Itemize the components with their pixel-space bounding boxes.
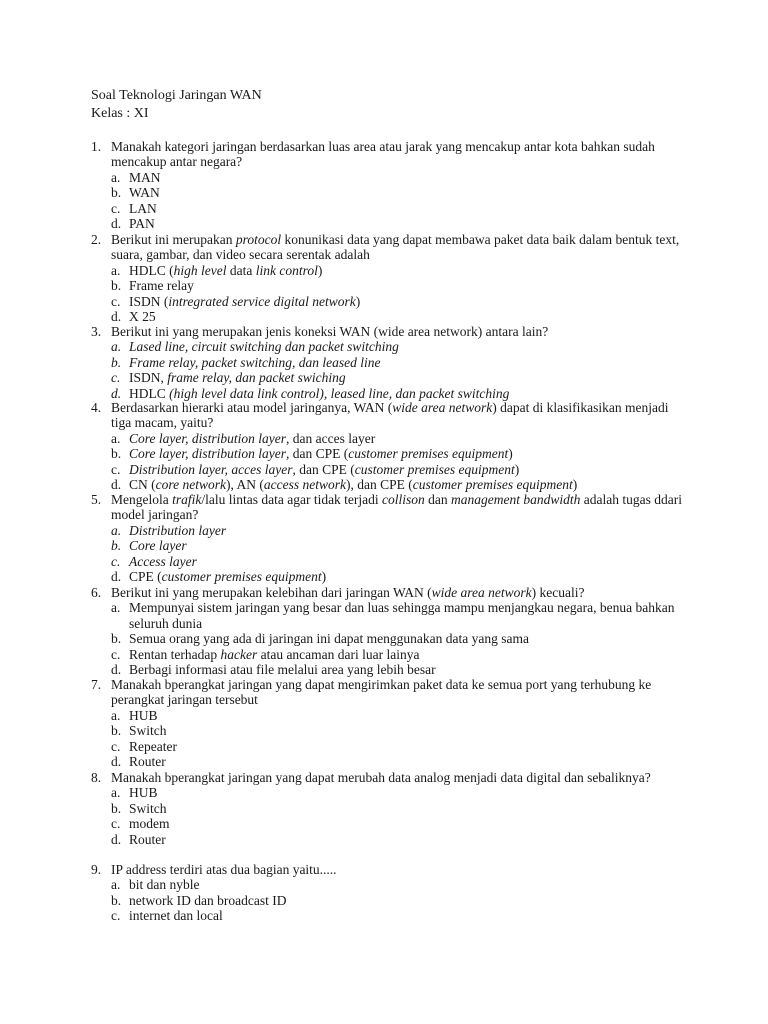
option-text: PAN xyxy=(129,216,155,232)
option-text: ) xyxy=(317,262,323,278)
question-5 xyxy=(91,492,691,584)
option-text: Rentan terhadap xyxy=(129,646,221,662)
option-text: Berbagi informasi atau file melalui area yang lebih besar xyxy=(129,662,436,678)
answer-option xyxy=(91,708,691,723)
question-text: adalah tugas ddari model jaringan? xyxy=(111,492,683,523)
question-number: 8. xyxy=(91,770,102,785)
question-3 xyxy=(91,324,691,401)
question-text-italic: collison xyxy=(382,492,425,507)
option-text-italic: Distribution layer, acces layer xyxy=(129,461,293,477)
question-text: Manakah bperangkat jaringan yang dapat mengirimkan paket data ke semua port yang terhubung ke perangkat jaringan tersebut xyxy=(111,677,652,708)
option-text-italic: customer premises equipment xyxy=(348,446,509,462)
question-text xyxy=(111,770,691,785)
question-8 xyxy=(91,770,691,847)
option-letter: a. xyxy=(111,339,122,355)
option-text: internet dan local xyxy=(129,908,223,924)
option-letter: d. xyxy=(111,754,122,770)
option-text: ) xyxy=(508,446,513,462)
option-text-italic: Core layer xyxy=(129,538,187,554)
question-number: 6. xyxy=(91,585,102,600)
answer-option xyxy=(91,462,691,477)
answer-option xyxy=(91,201,691,216)
question-text: Manakah kategori jaringan berdasarkan luas area atau jarak yang mencakup antar kota bahkan sudah mencakup antar negara? xyxy=(111,139,655,170)
question-number: 5. xyxy=(91,492,102,507)
option-text: modem xyxy=(129,816,170,832)
option-letter: c. xyxy=(111,370,121,386)
option-letter: c. xyxy=(111,646,121,662)
option-letter: d. xyxy=(111,662,122,678)
option-letter: c. xyxy=(111,293,121,309)
question-text xyxy=(111,492,691,523)
option-letter: c. xyxy=(111,816,121,832)
option-letter: d. xyxy=(111,831,122,847)
answer-option xyxy=(91,339,691,354)
question-number: 3. xyxy=(91,324,102,339)
answer-options xyxy=(91,431,691,493)
option-text-italic: Frame relay, packet switching, dan leased line xyxy=(129,354,381,370)
option-text: CPE ( xyxy=(129,569,162,585)
option-text: Frame relay xyxy=(129,278,194,294)
option-text: bit dan nyble xyxy=(129,877,200,893)
answer-option xyxy=(91,816,691,831)
answer-option xyxy=(91,523,691,538)
option-letter: a. xyxy=(111,707,121,723)
question-text xyxy=(111,139,691,170)
option-text: Repeater xyxy=(129,738,177,754)
option-text: WAN xyxy=(129,185,160,201)
option-letter: d. xyxy=(111,385,122,401)
option-text-italic: customer premises equipment xyxy=(161,569,322,585)
answer-option xyxy=(91,216,691,231)
option-text-italic: customer premises equipment xyxy=(354,461,515,477)
option-text: ), dan CPE ( xyxy=(345,477,413,493)
answer-options xyxy=(91,170,691,232)
question-text: konunikasi data yang dapat membawa paket data baik dalam bentuk text, suara, gambar, dan video secara serentak adalah xyxy=(111,232,680,263)
option-text: HUB xyxy=(129,785,158,801)
option-text-italic: intregrated service digital network xyxy=(168,293,356,309)
answer-option xyxy=(91,477,691,492)
question-text xyxy=(111,232,691,263)
option-text-italic: Core layer, distribution layer xyxy=(129,446,286,462)
option-letter: d. xyxy=(111,477,122,493)
option-text-italic: customer premises equipment xyxy=(412,477,573,493)
option-text: X 25 xyxy=(129,309,156,325)
option-text-italic: Distribution layer xyxy=(129,522,227,538)
answer-option xyxy=(91,569,691,584)
answer-option xyxy=(91,554,691,569)
answer-option xyxy=(91,832,691,847)
option-letter: a. xyxy=(111,169,121,185)
option-text: ) xyxy=(572,477,578,493)
option-text: HDLC ( xyxy=(129,262,174,278)
option-text: Router xyxy=(129,754,166,770)
answer-option xyxy=(91,801,691,816)
answer-option xyxy=(91,278,691,293)
question-text-italic: trafik xyxy=(172,492,202,507)
option-text: HDLC xyxy=(129,385,170,401)
answer-options xyxy=(91,523,691,585)
question-1 xyxy=(91,139,691,231)
answer-options xyxy=(91,263,691,325)
option-letter: d. xyxy=(111,569,122,585)
answer-option xyxy=(91,370,691,385)
option-text: Semua orang yang ada di jaringan ini dapat menggunakan data yang sama xyxy=(129,631,529,647)
option-letter: b. xyxy=(111,446,122,462)
answer-option xyxy=(91,723,691,738)
option-letter: c. xyxy=(111,200,121,216)
option-text: Switch xyxy=(129,723,167,739)
option-letter: d. xyxy=(111,216,122,232)
option-letter: b. xyxy=(111,278,122,294)
answer-option xyxy=(91,739,691,754)
question-7 xyxy=(91,677,691,769)
option-text-italic: hacker xyxy=(220,646,258,662)
question-text: /lalu lintas data agar tidak terjadi xyxy=(201,492,383,507)
option-letter: b. xyxy=(111,631,122,647)
answer-option xyxy=(91,600,691,631)
option-letter: a. xyxy=(111,430,121,446)
question-6 xyxy=(91,585,691,677)
option-text: ISDN, xyxy=(129,370,168,386)
answer-option xyxy=(91,263,691,278)
option-letter: c. xyxy=(111,908,121,924)
answer-option xyxy=(91,185,691,200)
option-text: , dan CPE ( xyxy=(292,461,355,477)
option-text: , dan acces layer xyxy=(286,430,376,446)
option-letter: b. xyxy=(111,354,122,370)
answer-options xyxy=(91,708,691,770)
option-text: ), AN ( xyxy=(225,477,264,493)
option-text: ) xyxy=(514,461,520,477)
question-text: Berdasarkan hierarki atau model jaringanya, WAN ( xyxy=(111,400,393,415)
answer-option xyxy=(91,170,691,185)
option-letter: a. xyxy=(111,522,122,538)
option-letter: b. xyxy=(111,800,122,816)
document-title: Soal Teknologi Jaringan WAN xyxy=(91,88,262,103)
answer-options xyxy=(91,339,691,401)
answer-option xyxy=(91,294,691,309)
option-text-italic: link control xyxy=(255,262,318,278)
option-text: ISDN ( xyxy=(129,293,169,309)
question-number: 2. xyxy=(91,232,102,247)
answer-option xyxy=(91,386,691,401)
question-text xyxy=(111,862,691,877)
answer-option xyxy=(91,908,691,923)
option-letter: a. xyxy=(111,262,121,278)
question-text: IP address terdiri atas dua bagian yaitu..... xyxy=(111,862,337,877)
answer-option xyxy=(91,309,691,324)
option-text: ) xyxy=(355,293,361,309)
answer-option xyxy=(91,538,691,553)
option-text-italic: access network xyxy=(263,477,346,493)
option-text: Router xyxy=(129,831,166,847)
question-number: 9. xyxy=(91,862,102,877)
question-text: dan xyxy=(424,492,452,507)
question-number: 4. xyxy=(91,400,102,415)
answer-options xyxy=(91,877,691,923)
answer-option xyxy=(91,446,691,461)
option-letter: b. xyxy=(111,185,122,201)
option-letter: a. xyxy=(111,600,121,616)
option-text-italic: Core layer, distribution layer xyxy=(129,430,286,446)
option-text: HUB xyxy=(129,707,158,723)
question-text: Mengelola xyxy=(111,492,173,507)
question-text xyxy=(111,324,691,339)
answer-option xyxy=(91,431,691,446)
answer-option xyxy=(91,754,691,769)
question-text xyxy=(111,585,691,600)
option-text-italic: core network xyxy=(155,477,226,493)
question-2 xyxy=(91,232,691,324)
option-letter: b. xyxy=(111,723,122,739)
option-text-italic: Lased line, circuit switching dan packet switching xyxy=(129,339,399,355)
question-text-italic: wide area network xyxy=(392,400,493,415)
question-text: Manakah bperangkat jaringan yang dapat merubah data analog menjadi data digital dan sebaliknya? xyxy=(111,770,651,785)
option-text-italic: Access layer xyxy=(129,553,197,569)
question-4 xyxy=(91,400,691,492)
option-text-italic: (high level data link control), leased line, dan packet switching xyxy=(169,385,510,401)
answer-option xyxy=(91,662,691,677)
question-text: Berikut ini yang merupakan jenis koneksi WAN (wide area network) antara lain? xyxy=(111,324,549,339)
question-text: ) kecuali? xyxy=(531,585,585,600)
answer-option xyxy=(91,355,691,370)
answer-option xyxy=(91,647,691,662)
option-text: data xyxy=(226,262,256,278)
option-letter: c. xyxy=(111,738,121,754)
question-text: ) dapat di klasifikasikan menjadi tiga macam, yaitu? xyxy=(111,400,669,431)
option-text: network ID dan broadcast ID xyxy=(129,892,287,908)
option-text: CN ( xyxy=(129,477,156,493)
option-text-italic: high level xyxy=(173,262,227,278)
option-text: MAN xyxy=(129,169,161,185)
option-letter: a. xyxy=(111,877,121,893)
question-text xyxy=(111,400,691,431)
question-text-italic: management bandwidth xyxy=(451,492,581,507)
option-letter: c. xyxy=(111,553,121,569)
option-text: ) xyxy=(321,569,327,585)
question-text-italic: wide area network xyxy=(431,585,532,600)
question-text: Berikut ini merupakan xyxy=(111,232,236,247)
question-text: Berikut ini yang merupakan kelebihan dari jaringan WAN ( xyxy=(111,585,432,600)
option-letter: c. xyxy=(111,461,121,477)
question-9 xyxy=(91,862,691,924)
question-text xyxy=(111,677,691,708)
answer-option xyxy=(91,893,691,908)
option-letter: d. xyxy=(111,309,122,325)
option-text: , dan CPE ( xyxy=(286,446,349,462)
option-text: Switch xyxy=(129,800,167,816)
option-text: Mempunyai sistem jaringan yang besar dan luas sehingga mampu menjangkau negara, benua bahkan seluruh dunia xyxy=(129,600,675,631)
question-number: 7. xyxy=(91,677,102,692)
answer-options xyxy=(91,600,691,677)
question-number: 1. xyxy=(91,139,102,154)
option-text: LAN xyxy=(129,200,157,216)
answer-option xyxy=(91,785,691,800)
answer-option xyxy=(91,877,691,892)
answer-options xyxy=(91,785,691,847)
question-text-italic: protocol xyxy=(235,232,282,247)
option-letter: b. xyxy=(111,538,122,554)
option-letter: b. xyxy=(111,892,122,908)
option-text-italic: frame relay, dan packet swiching xyxy=(167,370,346,386)
answer-option xyxy=(91,631,691,646)
class-label: Kelas : XI xyxy=(91,106,149,121)
option-letter: a. xyxy=(111,785,121,801)
option-text: atau ancaman dari luar lainya xyxy=(257,646,420,662)
